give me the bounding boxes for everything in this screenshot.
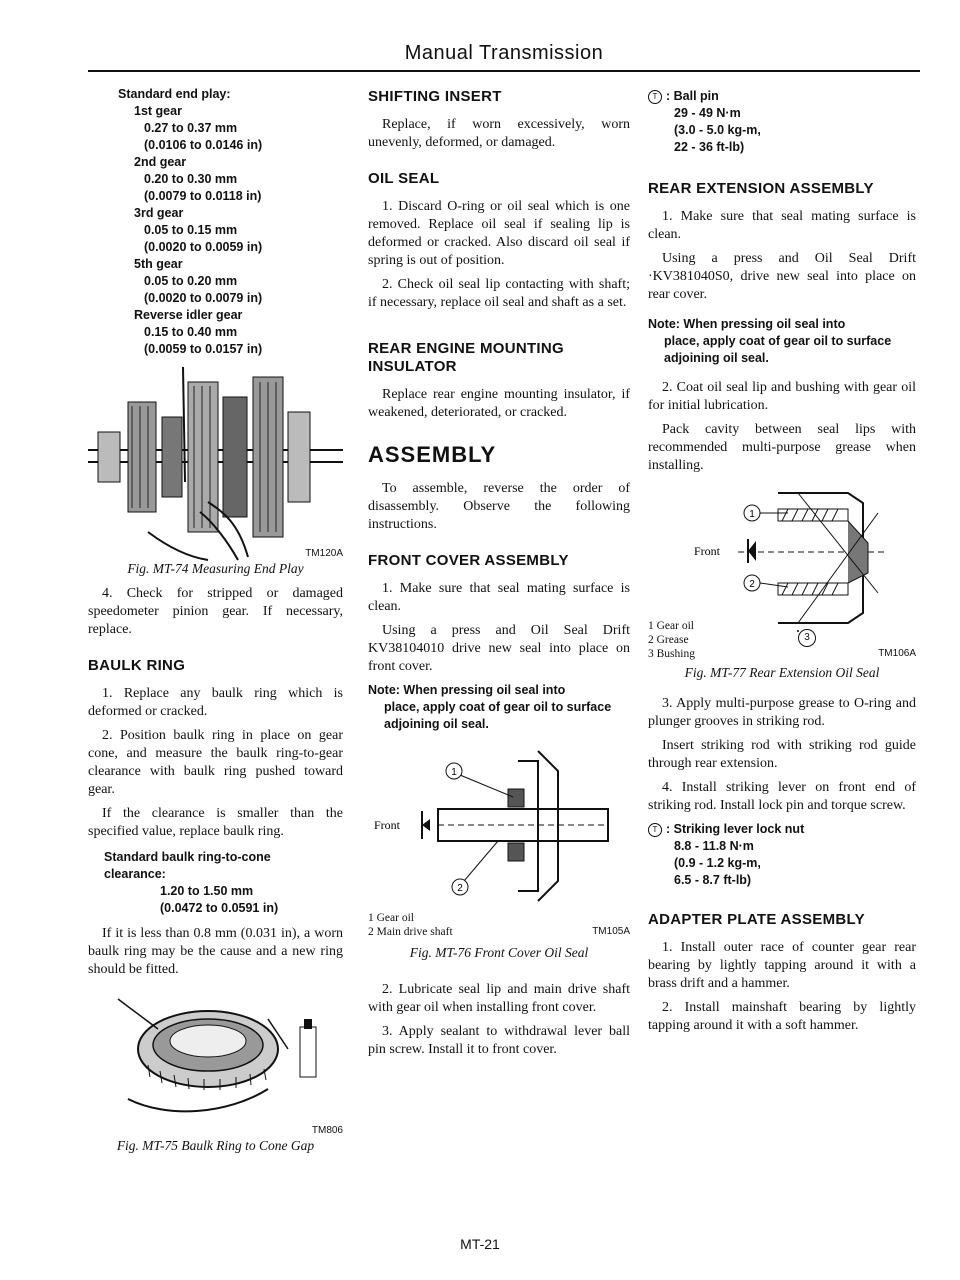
header-rule xyxy=(88,70,920,72)
torque-wrench-icon: T xyxy=(648,90,662,104)
paragraph: 1. Make sure that seal mating surface is clean. xyxy=(648,209,916,242)
page-title: Manual Transmission xyxy=(404,42,604,64)
figure-code: TM806 xyxy=(311,1125,343,1136)
spec-row: Reverse idler gear 0.15 to 0.40 mm (0.0059 to 0.0157 in) xyxy=(134,308,263,356)
spec-row: 5th gear 0.05 to 0.20 mm (0.0020 to 0.0079 in) xyxy=(134,257,263,305)
paragraph: Using a press and Oil Seal Drift ·KV381040S0, drive new seal into place on rear cover. xyxy=(648,251,916,302)
front-cover-seal-illustration xyxy=(368,741,630,911)
note: Note: When pressing oil seal into place, apply coat of gear oil to surface adjoining oil seal. xyxy=(368,683,612,731)
callout-2: 2 xyxy=(749,579,755,590)
paragraph: 1. Install outer race of counter gear rear bearing by lightly tapping around it with a brass drift and a hammer. xyxy=(648,940,916,991)
figure-caption: Fig. MT-74 Measuring End Play xyxy=(127,561,304,576)
section-heading-rear-engine-mounting: REAR ENGINE MOUNTING INSULATOR xyxy=(368,340,565,375)
paragraph: 4. Check for stripped or damaged speedometer pinion gear. If necessary, replace. xyxy=(88,586,343,637)
figure-code: TM105A xyxy=(592,926,630,937)
paragraph: Replace rear engine mounting insulator, if weakened, deteriorated, or cracked. xyxy=(368,387,630,420)
column-right xyxy=(648,86,916,1041)
figure-code: TM120A xyxy=(305,548,343,559)
paragraph: 1. Make sure that seal mating surface is clean. xyxy=(368,581,630,614)
torque-spec-ball-pin: T : Ball pin 29 - 49 N·m (3.0 - 5.0 kg-m, 22 - 36 ft-lb) xyxy=(648,88,916,156)
section-heading-front-cover: FRONT COVER ASSEMBLY xyxy=(368,552,569,569)
gear-assembly-illustration xyxy=(88,362,343,562)
section-heading-adapter-plate: ADAPTER PLATE ASSEMBLY xyxy=(648,911,865,928)
paragraph: 3. Apply sealant to withdrawal lever ball pin screw. Install it to front cover. xyxy=(368,1024,630,1057)
callout-1: 1 xyxy=(749,509,755,520)
figure-mt-76 xyxy=(368,741,630,961)
end-play-spec xyxy=(88,86,343,358)
column-left xyxy=(88,86,343,1162)
page-header xyxy=(88,42,920,70)
front-label: Front xyxy=(694,544,721,558)
paragraph: To assemble, reverse the order of disassembly. Observe the following instructions. xyxy=(368,481,630,532)
section-heading-assembly: ASSEMBLY xyxy=(368,442,497,467)
section-heading-rear-extension: REAR EXTENSION ASSEMBLY xyxy=(648,180,874,197)
paragraph: Using a press and Oil Seal Drift KV38104010 drive new seal into place on front cover. xyxy=(368,623,630,674)
figure-mt-75 xyxy=(88,989,343,1154)
figure-mt-77 xyxy=(648,483,916,681)
rear-extension-seal-illustration xyxy=(648,483,916,633)
paragraph: 2. Install mainshaft bearing by lightly tapping around it with a soft hammer. xyxy=(648,1000,916,1033)
spec-row: 2nd gear 0.20 to 0.30 mm (0.0079 to 0.0118 in) xyxy=(134,155,262,203)
torque-wrench-icon: T xyxy=(648,823,662,837)
paragraph: 2. Lubricate seal lip and main drive shaft with gear oil when installing front cover. xyxy=(368,982,630,1015)
figure-code: TM106A xyxy=(878,648,916,659)
paragraph: 4. Install striking lever on front end of striking rod. Install lock pin and torque screw. xyxy=(648,780,916,813)
figure-legend: 1 Gear oil 2 Grease 3 Bushing 3 TM106A xyxy=(648,620,916,660)
figure-legend: 1 Gear oil 2 Main drive shaft TM105A xyxy=(368,912,630,938)
baulk-ring-illustration xyxy=(88,989,343,1139)
section-heading-baulk-ring: BAULK RING xyxy=(88,657,186,674)
spec-title: Standard end play: xyxy=(118,87,231,101)
figure-caption: Fig. MT-77 Rear Extension Oil Seal xyxy=(684,665,880,680)
paragraph: 2. Position baulk ring in place on gear cone, and measure the baulk ring-to-gear clearance with baulk ring pushed toward gear. xyxy=(88,728,343,797)
section-heading-shifting-insert: SHIFTING INSERT xyxy=(368,88,502,105)
front-label: Front xyxy=(374,818,401,832)
figure-caption: Fig. MT-75 Baulk Ring to Cone Gap xyxy=(116,1138,315,1153)
column-middle xyxy=(368,86,630,1065)
paragraph: Replace, if worn excessively, worn unevenly, deformed, or damaged. xyxy=(368,117,630,150)
paragraph: 1. Discard O-ring or oil seal which is one removed. Replace oil seal if sealing lip is deformed or cracked. Also discard oil seal if spring is out of position. xyxy=(368,199,630,268)
spec-row: 3rd gear 0.05 to 0.15 mm (0.0020 to 0.0059 in) xyxy=(134,206,263,254)
note: Note: When pressing oil seal into place, apply coat of gear oil to surface adjoining oil seal. xyxy=(648,317,892,365)
callout-2: 2 xyxy=(457,883,463,894)
section-heading-oil-seal: OIL SEAL xyxy=(368,170,440,187)
paragraph: 3. Apply multi-purpose grease to O-ring and plunger grooves in striking rod. xyxy=(648,696,916,729)
paragraph: 2. Check oil seal lip contacting with shaft; if necessary, replace oil seal and shaft as a set. xyxy=(368,277,630,310)
paragraph: 2. Coat oil seal lip and bushing with gear oil for initial lubrication. xyxy=(648,380,916,413)
paragraph: If the clearance is smaller than the specified value, replace baulk ring. xyxy=(88,806,343,839)
callout-1: 1 xyxy=(451,767,457,778)
spec-row: 1st gear 0.27 to 0.37 mm (0.0106 to 0.0146 in) xyxy=(134,104,263,152)
callout-3: 3 xyxy=(798,629,816,647)
clearance-spec: Standard baulk ring-to-cone clearance: 1.20 to 1.50 mm (0.0472 to 0.0591 in) xyxy=(104,850,279,915)
paragraph: Pack cavity between seal lips with recommended multi-purpose grease when installing. xyxy=(648,422,916,473)
figure-caption: Fig. MT-76 Front Cover Oil Seal xyxy=(409,945,589,960)
paragraph: 1. Replace any baulk ring which is deformed or cracked. xyxy=(88,686,343,719)
page-number: MT-21 xyxy=(460,1236,500,1252)
torque-spec-striking-lever: T : Striking lever lock nut 8.8 - 11.8 N·m (0.9 - 1.2 kg-m, 6.5 - 8.7 ft-lb) xyxy=(648,821,916,889)
paragraph: Insert striking rod with striking rod guide through rear extension. xyxy=(648,738,916,771)
figure-mt-74 xyxy=(88,362,343,577)
paragraph: If it is less than 0.8 mm (0.031 in), a worn baulk ring may be the cause and a new ring should be fitted. xyxy=(88,926,343,977)
